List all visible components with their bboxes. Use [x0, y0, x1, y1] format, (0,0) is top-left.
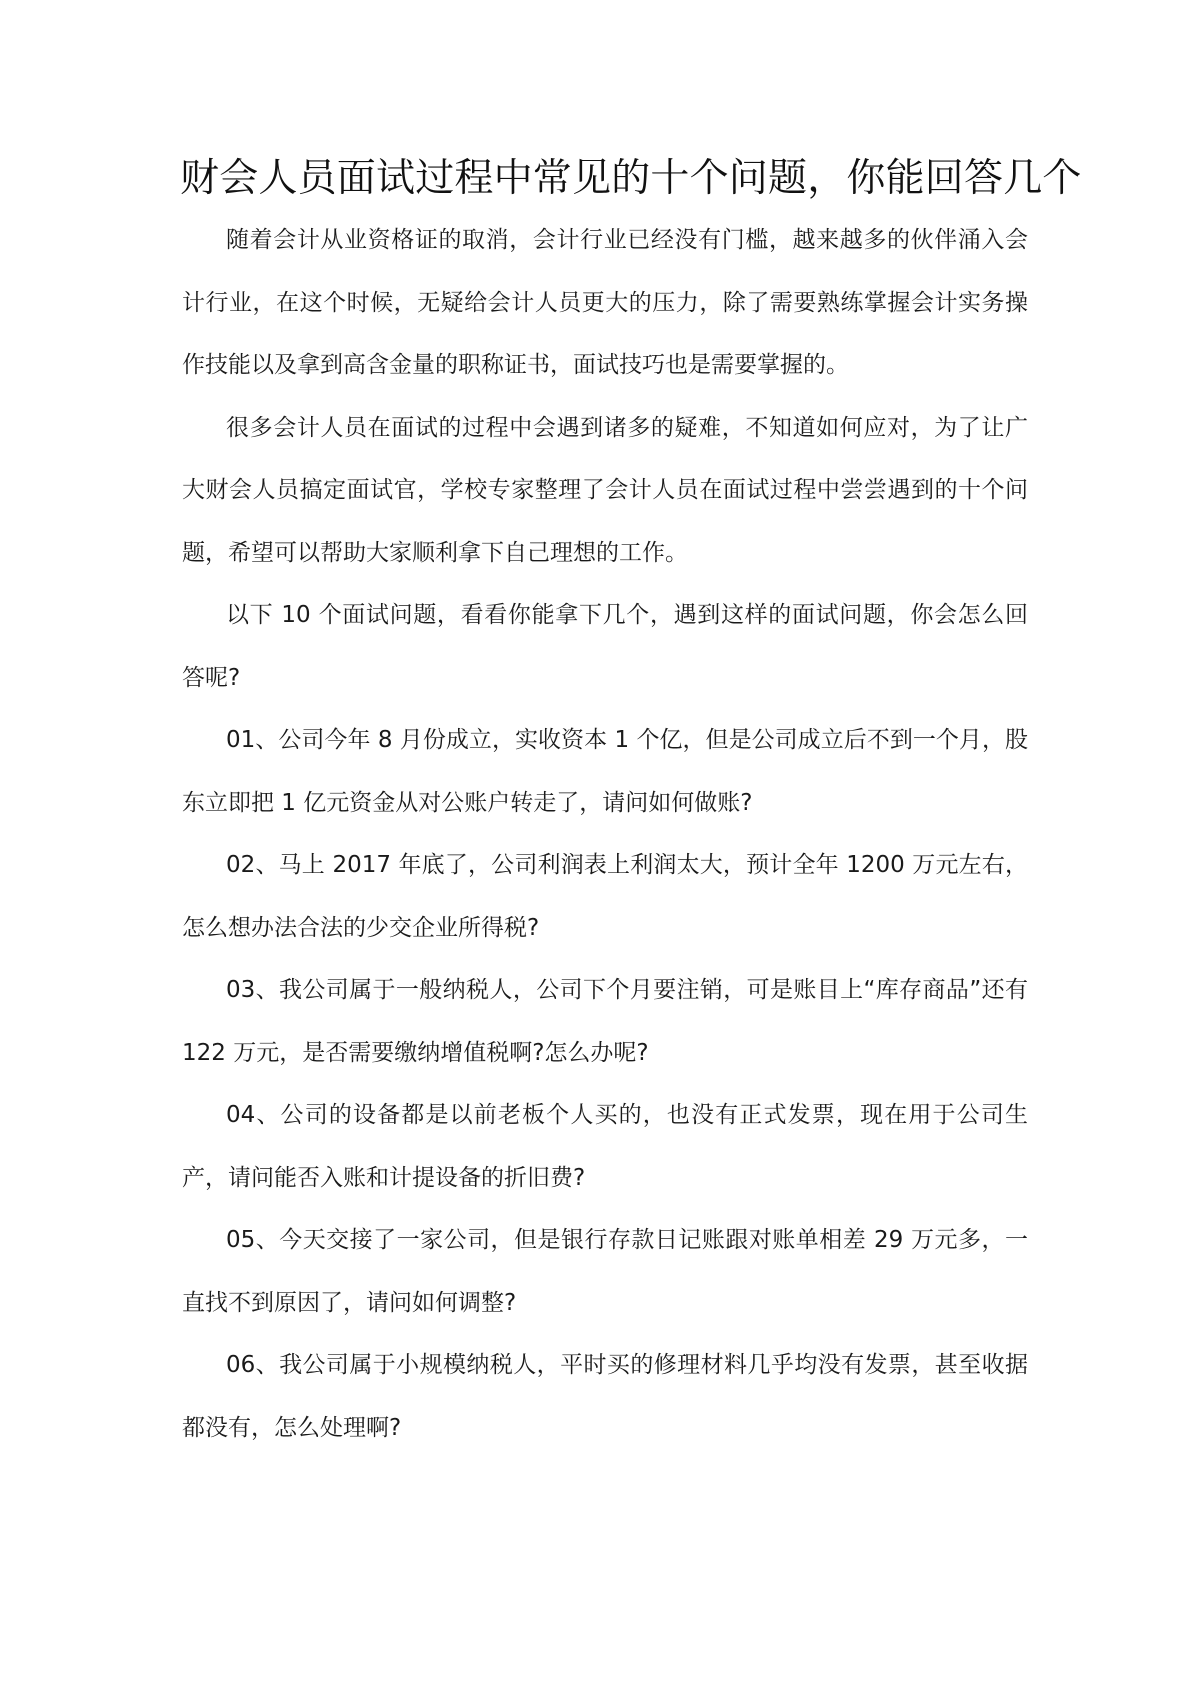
question-06: 06、我公司属于小规模纳税人，平时买的修理材料几乎均没有发票，甚至收据都没有，怎么处理啊?	[182, 1352, 1028, 1441]
paragraph-lead-in: 以下 10 个面试问题，看看你能拿下几个，遇到这样的面试问题，你会怎么回答呢?	[182, 602, 1028, 691]
paragraph-context: 很多会计人员在面试的过程中会遇到诸多的疑难，不知道如何应对，为了让广大财会人员搞定面试官，学校专家整理了会计人员在面试过程中尝尝遇到的十个问题，希望可以帮助大家顺利拿下自己理想的工作。	[182, 414, 1028, 566]
question-05: 05、今天交接了一家公司，但是银行存款日记账跟对账单相差 29 万元多，一直找不到原因了，请问如何调整?	[182, 1227, 1028, 1316]
question-04: 04、公司的设备都是以前老板个人买的，也没有正式发票，现在用于公司生产，请问能否入账和计提设备的折旧费?	[182, 1102, 1028, 1191]
question-02: 02、马上 2017 年底了，公司利润表上利润太大，预计全年 1200 万元左右，怎么想办法合法的少交企业所得税?	[182, 852, 1028, 941]
question-03: 03、我公司属于一般纳税人，公司下个月要注销，可是账目上“库存商品”还有 122 万元，是否需要缴纳增值税啊?怎么办呢?	[182, 977, 1028, 1066]
question-01: 01、公司今年 8 月份成立，实收资本 1 个亿，但是公司成立后不到一个月，股东立即把 1 亿元资金从对公账户转走了，请问如何做账?	[182, 727, 1028, 816]
document-title: 财会人员面试过程中常见的十个问题，你能回答几个	[180, 156, 1082, 201]
paragraph-intro: 随着会计从业资格证的取消，会计行业已经没有门槛，越来越多的伙伴涌入会计行业，在这个时候，无疑给会计人员更大的压力，除了需要熟练掌握会计实务操作技能以及拿到高含金量的职称证书，面试技巧也是需要掌握的。	[182, 227, 1028, 378]
document-body	[182, 209, 1028, 1459]
